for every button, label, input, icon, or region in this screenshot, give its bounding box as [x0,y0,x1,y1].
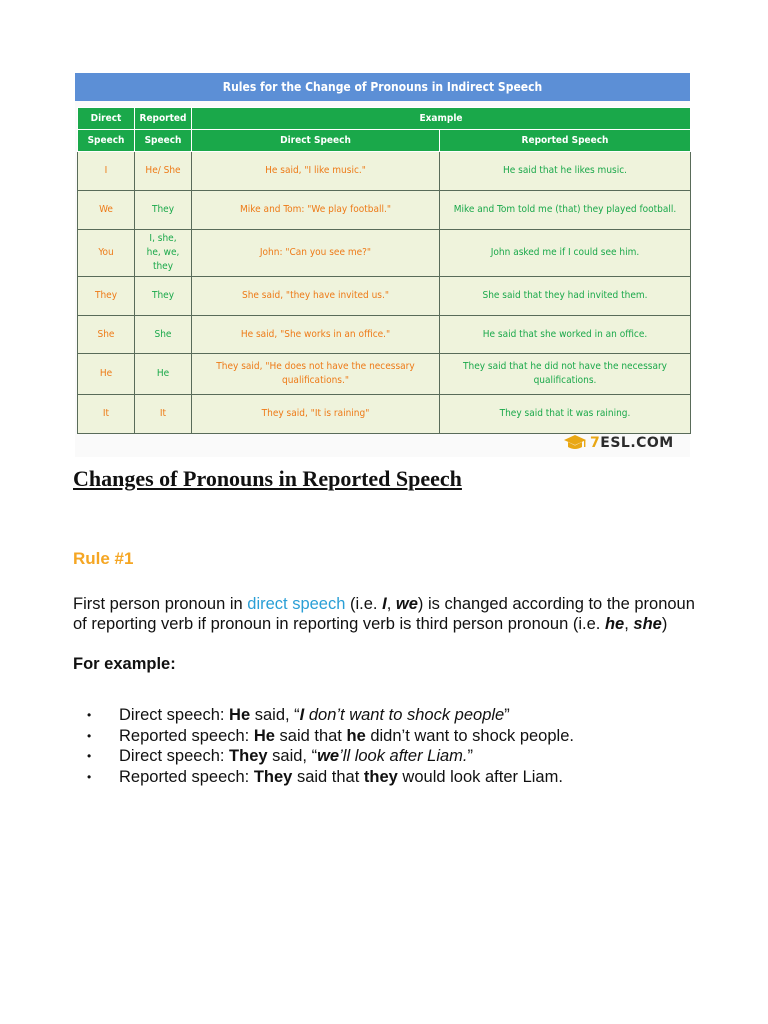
cell-reported-pronoun: It [135,395,192,434]
pronoun-rules-infographic [75,73,690,457]
header-reported-line1: Reported [135,108,192,130]
header-example-reported: Reported Speech [440,130,691,152]
header-direct-line1: Direct [78,108,135,130]
cell-reported-example: They said that it was raining. [440,395,691,434]
cell-direct-pronoun: It [78,395,135,434]
brand-logo [563,432,674,454]
table-row [78,152,691,191]
cell-direct-example: He said, "I like music." [192,152,440,191]
header-example-direct: Direct Speech [192,130,440,152]
list-item: • Direct speech: They said, “we’ll look after Liam.” [87,747,473,765]
cell-reported-example: He said that she worked in an office. [440,316,691,354]
graduation-cap-icon [563,434,587,452]
infographic-title: Rules for the Change of Pronouns in Indirect Speech [75,73,690,101]
examples-list [73,705,693,787]
list-item: • Direct speech: He said, “I don’t want to shock people” [87,706,510,724]
list-item: • Reported speech: He said that he didn’t want to shock people. [87,726,574,745]
bullet-icon: • [87,769,92,784]
rule-description: First person pronoun in direct speech (i.e. I, we) is changed according to the pronoun of reporting verb if pronoun in reporting verb is third person pronoun (i.e. he, she) [73,595,695,633]
pronoun-rules-table [77,107,691,434]
cell-reported-pronoun: He/ She [135,152,192,191]
list-item: • Reported speech: They said that they would look after Liam. [87,767,563,786]
table-row [78,395,691,434]
cell-direct-pronoun: We [78,191,135,230]
table-row [78,316,691,354]
header-direct-line2: Speech [78,130,135,152]
cell-direct-example: John: "Can you see me?" [192,230,440,277]
cell-reported-example: John asked me if I could see him. [440,230,691,277]
bullet-icon: • [87,708,92,722]
cell-direct-pronoun: You [78,230,135,277]
cell-reported-example: She said that they had invited them. [440,277,691,316]
cell-reported-pronoun: She [135,316,192,354]
cell-direct-example: They said, "He does not have the necessary qualifications." [192,354,440,395]
table-row [78,277,691,316]
cell-direct-pronoun: I [78,152,135,191]
cell-direct-pronoun: He [78,354,135,395]
cell-direct-pronoun: She [78,316,135,354]
cell-reported-pronoun: They [135,277,192,316]
table-row [78,230,691,277]
cell-direct-example: She said, "they have invited us." [192,277,440,316]
bullet-icon: • [87,749,92,763]
cell-direct-example: They said, "It is raining" [192,395,440,434]
cell-reported-pronoun: He [135,354,192,395]
cell-direct-example: Mike and Tom: "We play football." [192,191,440,230]
cell-reported-pronoun: They [135,191,192,230]
page-title: Changes of Pronouns in Reported Speech [73,466,462,491]
cell-direct-example: He said, "She works in an office." [192,316,440,354]
cell-direct-pronoun: They [78,277,135,316]
direct-speech-link[interactable]: direct speech [247,595,346,613]
cell-reported-example: He said that he likes music. [440,152,691,191]
header-example: Example [192,108,691,130]
brand-name: 7ESL.COM [590,435,674,451]
cell-reported-pronoun: I, she, he, we, they [135,230,192,277]
cell-reported-example: They said that he did not have the necessary qualifications. [440,354,691,395]
header-reported-line2: Speech [135,130,192,152]
rule-label: Rule #1 [73,549,134,568]
table-row [78,191,691,230]
bullet-icon: • [87,728,92,743]
examples-label: For example: [73,655,176,673]
table-row [78,354,691,395]
cell-reported-example: Mike and Tom told me (that) they played football. [440,191,691,230]
